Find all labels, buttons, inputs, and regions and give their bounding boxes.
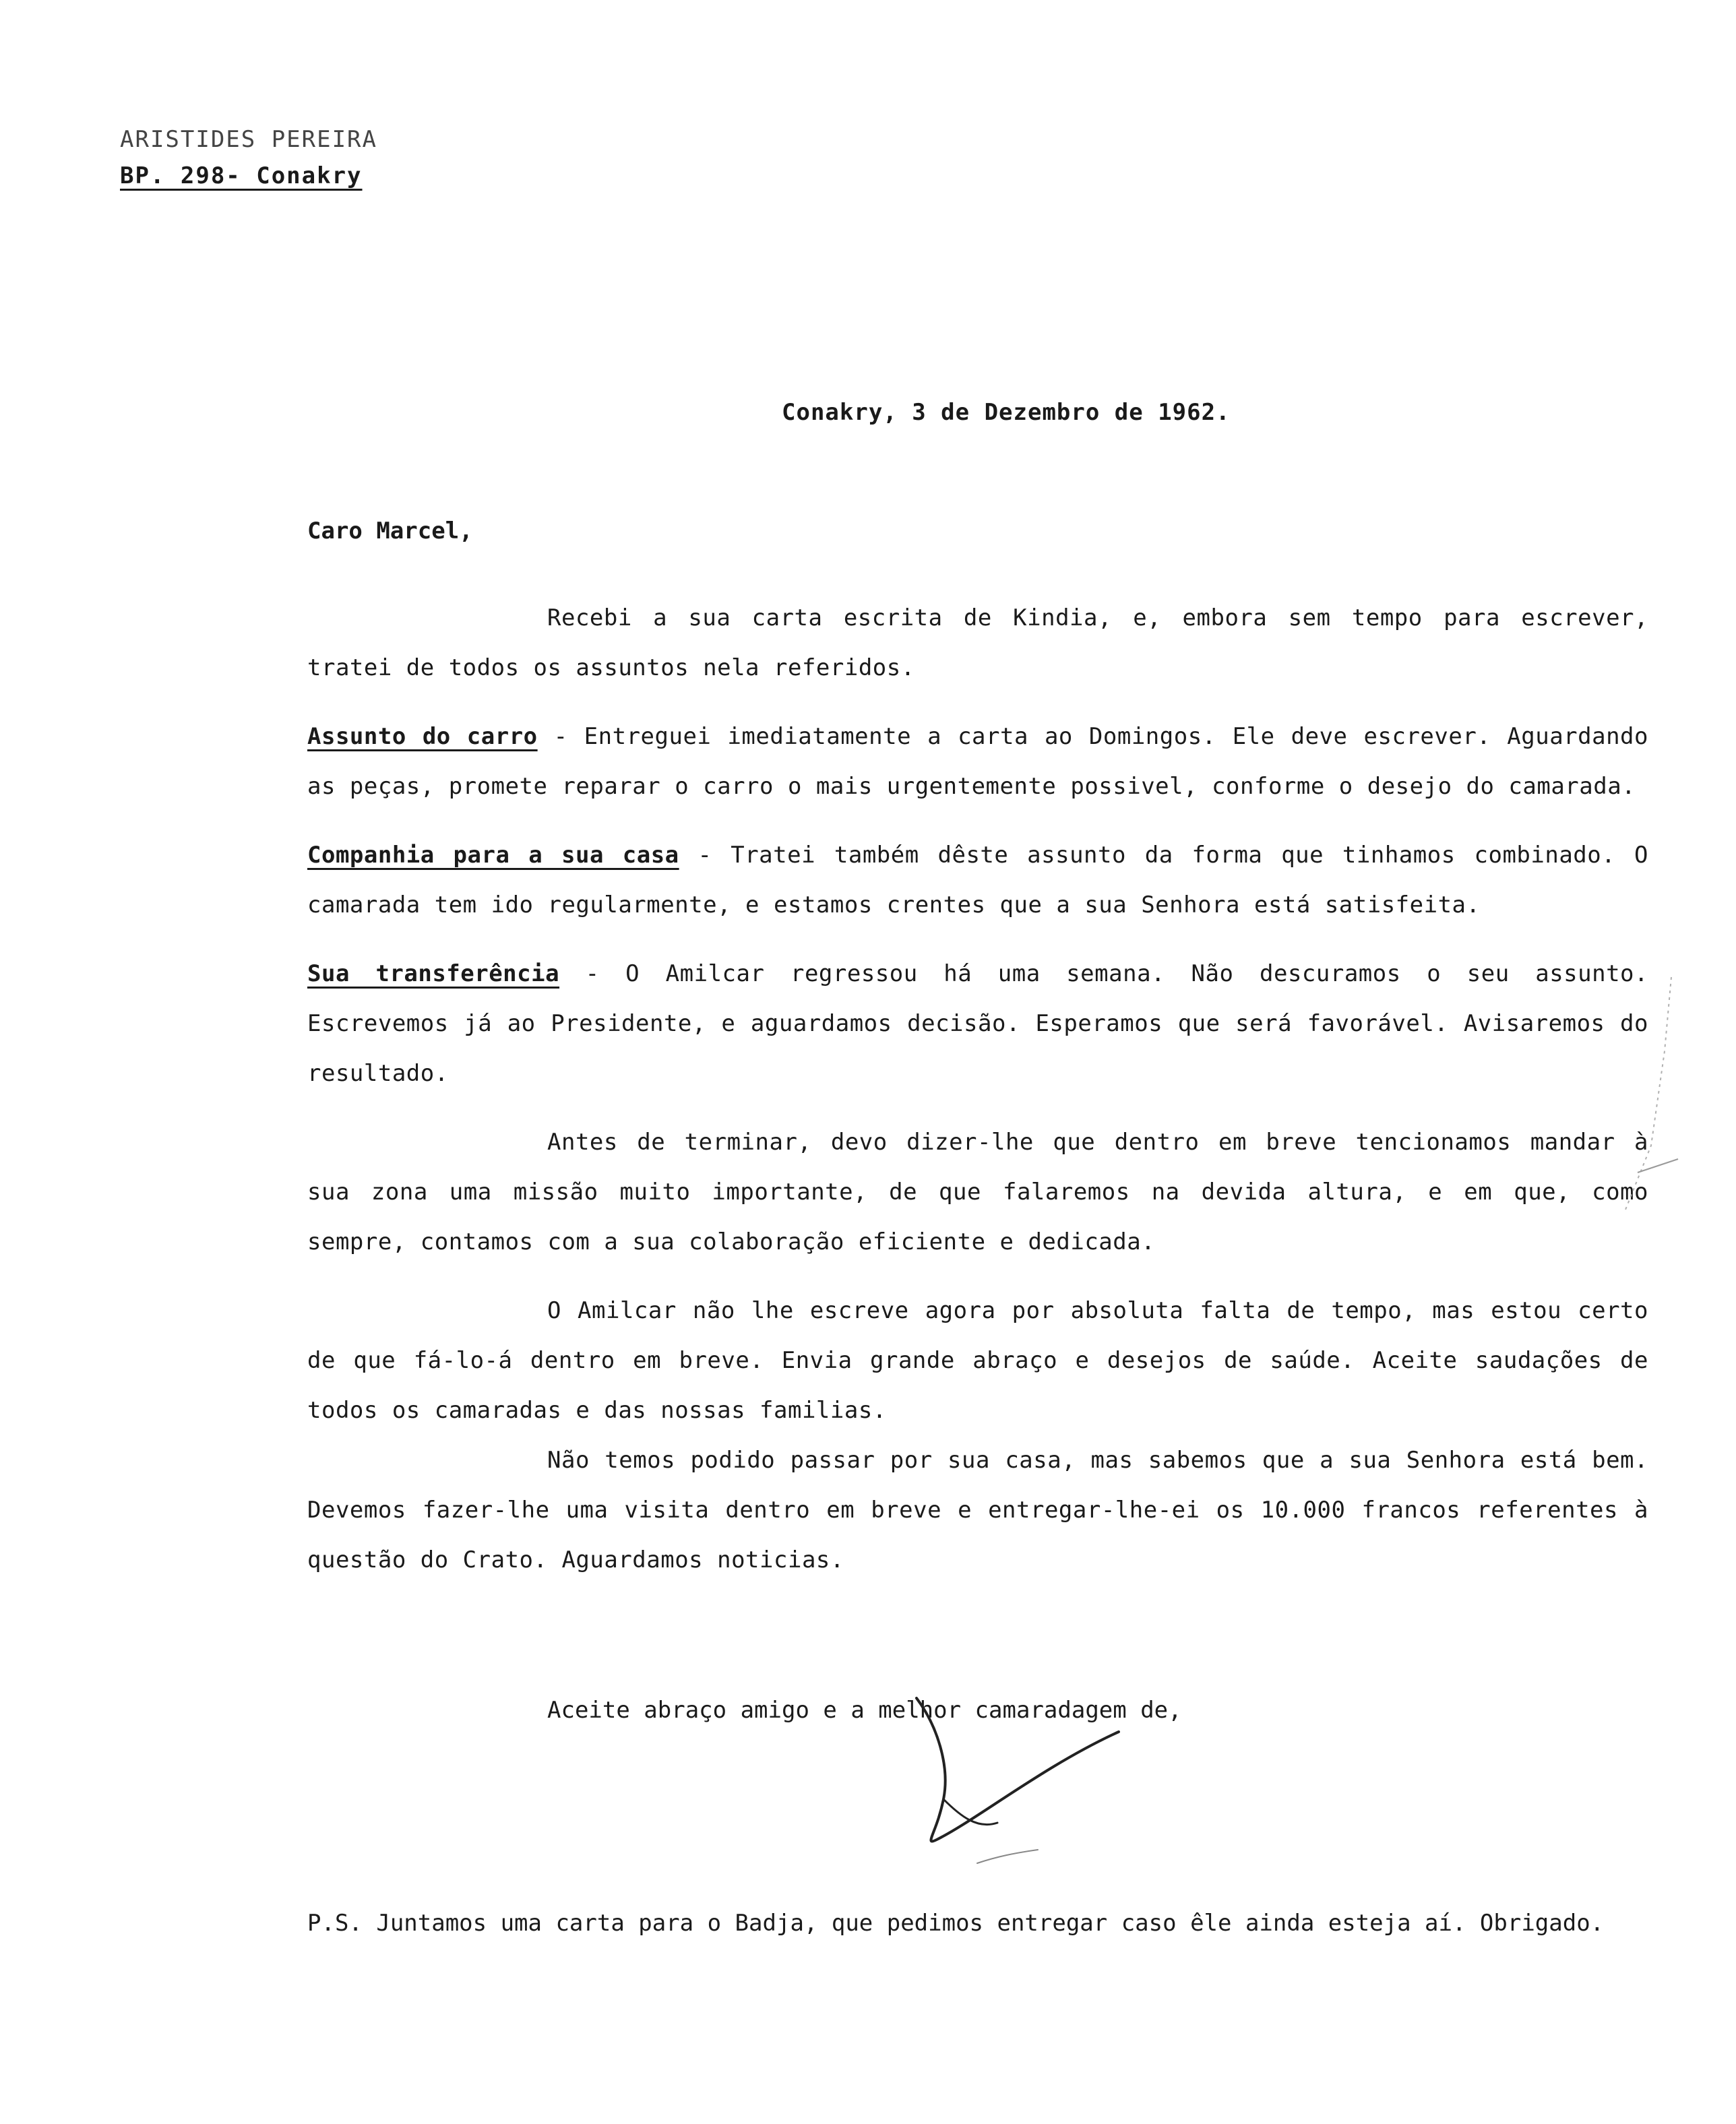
paragraph-heading: Companhia para a sua casa bbox=[307, 842, 679, 869]
paragraph-house-company bbox=[307, 830, 1648, 930]
salutation: Caro Marcel, bbox=[307, 518, 473, 544]
paragraph-car bbox=[307, 712, 1648, 811]
paragraph-text: - Entreguei imediatamente a carta ao Domingos. Ele deve escrever. Aguardando as peças, promete reparar o carro o mais urgentemente possivel, conforme o desejo do camarada. bbox=[307, 723, 1648, 800]
letter-body bbox=[307, 593, 1648, 1585]
paragraph-amilcar bbox=[307, 1286, 1648, 1435]
scan-artifact bbox=[1611, 970, 1692, 1226]
sender-block bbox=[120, 121, 377, 194]
paragraph-text: O Amilcar não lhe escreve agora por absoluta falta de tempo, mas estou certo de que fá-lo-á dentro em breve. Envia grande abraço e desejos de saúde. Aceite saudações de todos os camaradas e das nossas familias. bbox=[307, 1297, 1648, 1424]
sender-address: BP. 298- Conakry bbox=[120, 162, 363, 189]
paragraph-text: - O Amilcar regressou há uma semana. Não descuramos o seu assunto. Escrevemos já ao Presidente, e aguardamos decisão. Esperamos que será favorável. Avisaremos do resultado. bbox=[307, 960, 1648, 1087]
handwritten-signature bbox=[896, 1685, 1139, 1873]
letter-date: Conakry, 3 de Dezembro de 1962. bbox=[782, 399, 1231, 426]
postscript: P.S. Juntamos uma carta para o Badja, que pedimos entregar caso êle ainda esteja aí. Obrigado. bbox=[307, 1910, 1605, 1937]
closing-line: Aceite abraço amigo e a melhor camaradagem de, bbox=[547, 1697, 1182, 1724]
paragraph-mission bbox=[307, 1117, 1648, 1267]
paragraph-heading: Sua transferência bbox=[307, 960, 560, 987]
paragraph-intro bbox=[307, 593, 1648, 693]
paragraph-text: Não temos podido passar por sua casa, mas sabemos que a sua Senhora está bem. Devemos fazer-lhe uma visita dentro em breve e entregar-lhe-ei os 10.000 francos referentes à questão do Crato. Aguardamos noticias. bbox=[307, 1447, 1648, 1573]
paragraph-text: - Tratei também dêste assunto da forma que tinhamos combinado. O camarada tem ido regularmente, e estamos crentes que a sua Senhora está satisfeita. bbox=[307, 842, 1648, 918]
paragraph-visit bbox=[307, 1435, 1648, 1585]
paragraph-text: Antes de terminar, devo dizer-lhe que dentro em breve tencionamos mandar à sua zona uma missão muito importante, de que falaremos na devida altura, e em que, como sempre, contamos com a sua colaboração eficiente e dedicada. bbox=[307, 1129, 1648, 1255]
paragraph-text: Recebi a sua carta escrita de Kindia, e, embora sem tempo para escrever, tratei de todos os assuntos nela referidos. bbox=[307, 604, 1648, 681]
paragraph-heading: Assunto do carro bbox=[307, 723, 538, 750]
paragraph-transfer bbox=[307, 949, 1648, 1098]
sender-name: ARISTIDES PEREIRA bbox=[120, 126, 377, 153]
